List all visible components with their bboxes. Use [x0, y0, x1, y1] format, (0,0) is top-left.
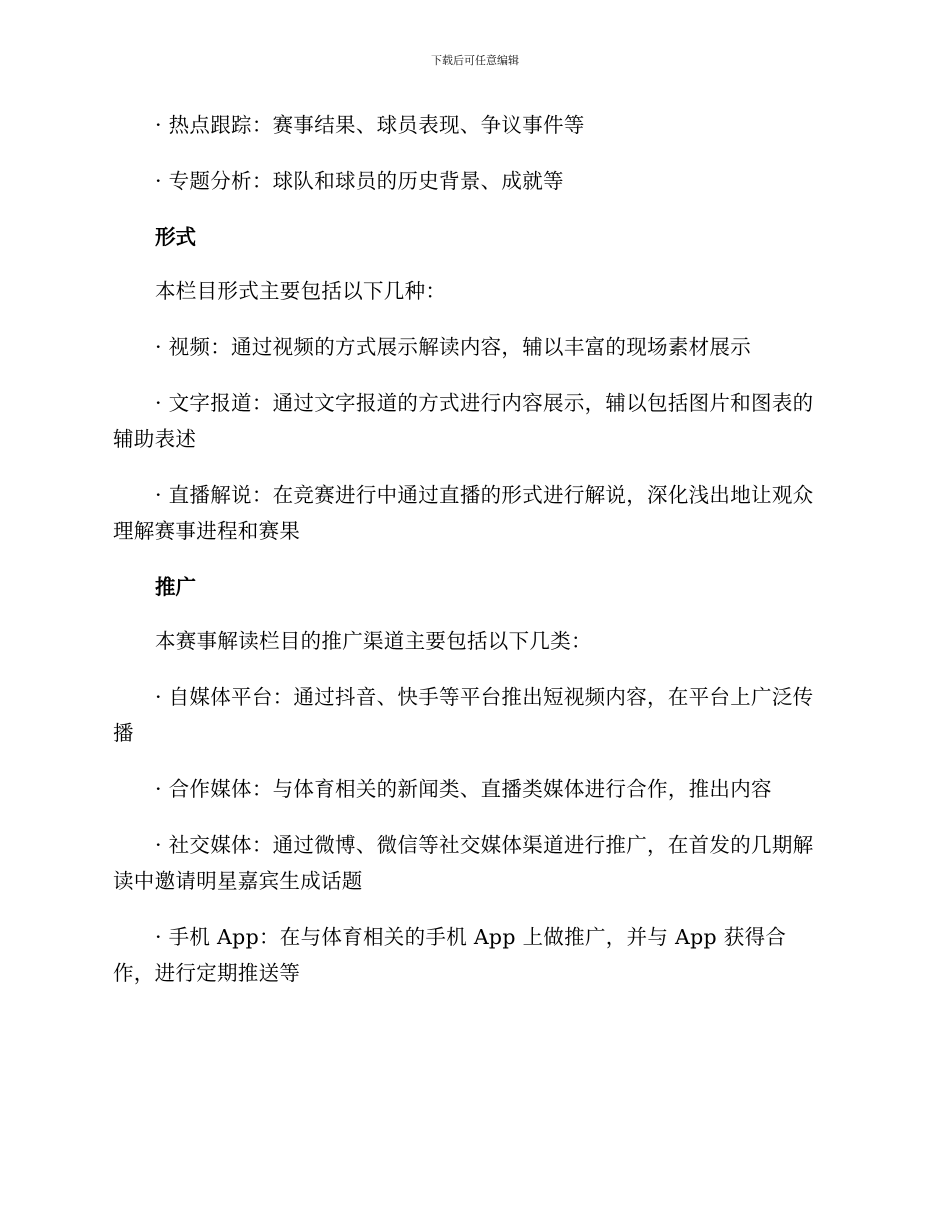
document-body	[113, 107, 823, 1011]
bullet-live-commentary: · 直播解说：在竞赛进行中通过直播的形式进行解说，深化浅出地让观众理解赛事进程和赛果	[113, 483, 814, 543]
bullet-video: · 视频：通过视频的方式展示解读内容，辅以丰富的现场素材展示	[155, 335, 752, 359]
page-header: 下载后可任意编辑	[431, 54, 519, 67]
bullet-mobile-app: · 手机 App：在与体育相关的手机 App 上做推广，并与 App 获得合作，进行定期推送等	[113, 925, 787, 985]
bullet-hotspot-tracking: · 热点跟踪：赛事结果、球员表现、争议事件等	[155, 113, 585, 137]
bullet-social-media: · 社交媒体：通过微博、微信等社交媒体渠道进行推广，在首发的几期解读中邀请明星嘉宾生成话题	[113, 833, 814, 893]
section-heading-form: 形式	[155, 225, 196, 249]
form-intro: 本栏目形式主要包括以下几种：	[155, 279, 447, 303]
section-heading-promotion: 推广	[155, 575, 196, 599]
promotion-intro: 本赛事解读栏目的推广渠道主要包括以下几类：	[155, 629, 592, 653]
bullet-topic-analysis: · 专题分析：球队和球员的历史背景、成就等	[155, 169, 564, 193]
bullet-self-media: · 自媒体平台：通过抖音、快手等平台推出短视频内容，在平台上广泛传播	[113, 685, 814, 745]
bullet-partner-media: · 合作媒体：与体育相关的新闻类、直播类媒体进行合作，推出内容	[155, 777, 772, 801]
bullet-text-report: · 文字报道：通过文字报道的方式进行内容展示，辅以包括图片和图表的辅助表述	[113, 391, 814, 451]
